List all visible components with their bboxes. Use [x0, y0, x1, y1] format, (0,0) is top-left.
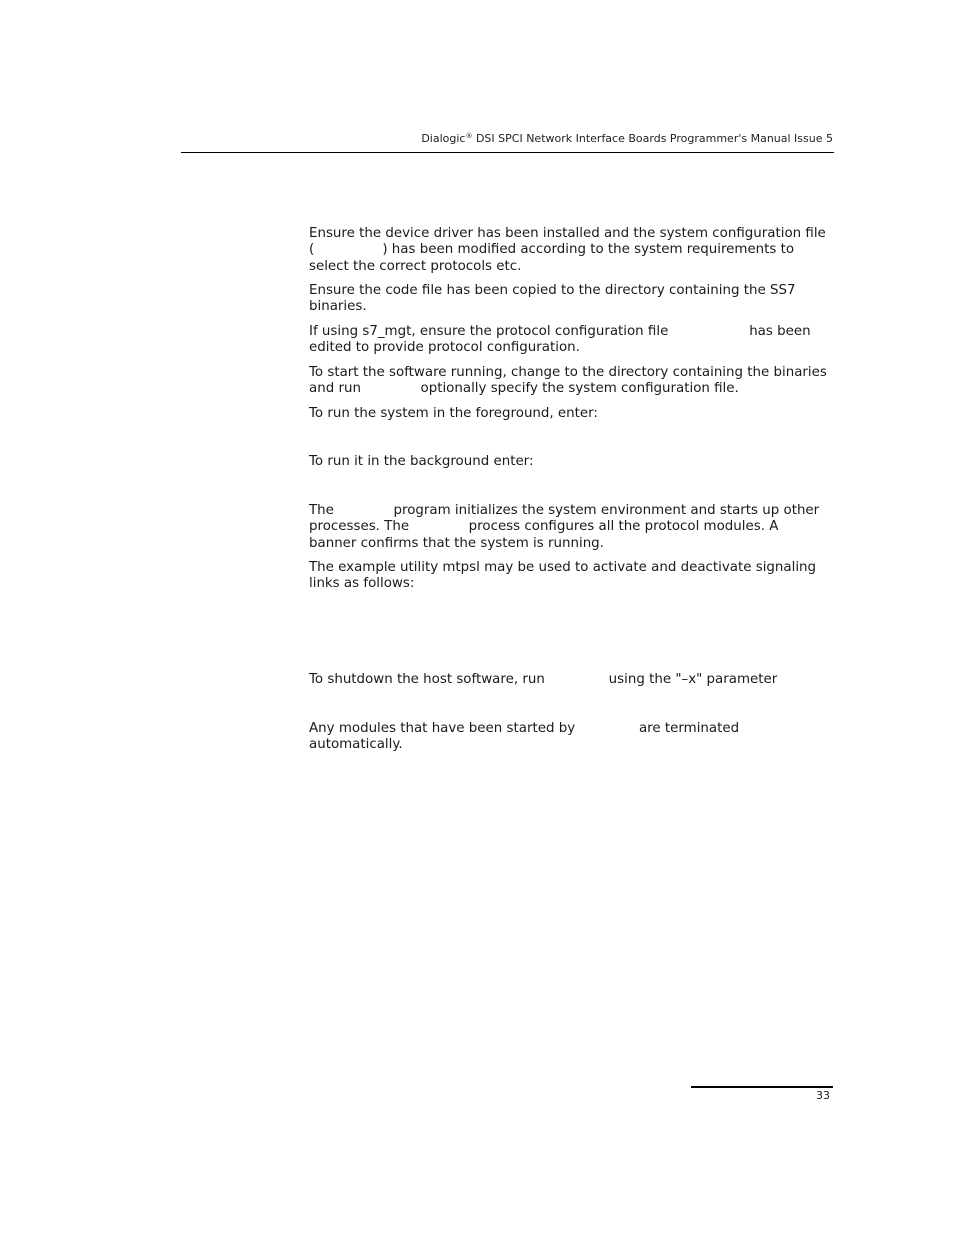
paragraph-code-file: Ensure the code file has been copied to the directory containing the SS7 binaries.	[309, 283, 796, 315]
paragraph-background: To run it in the background enter:	[309, 454, 534, 469]
header-brand: Dialogic	[421, 132, 466, 145]
page-number: 33	[816, 1089, 830, 1102]
header-title: DSI SPCI Network Interface Boards Programmer's Manual Issue 5	[472, 132, 833, 145]
paragraph-driver-install: Ensure the device driver has been installed and the system configuration file ( ) has been modified according to the system requirements to select the correct protocols etc.	[309, 226, 826, 274]
paragraph-modules-terminated: Any modules that have been started by are terminated automatically.	[309, 721, 740, 753]
paragraph-protocol-config: If using s7_mgt, ensure the protocol configuration file has been edited to provide protocol configuration.	[309, 324, 811, 356]
header-divider	[181, 152, 834, 153]
paragraph-program-init: The program initializes the system environment and starts up other processes. The process configures all the protocol modules. A banner confirms that the system is running.	[309, 503, 820, 551]
paragraph-shutdown: To shutdown the host software, run using the "–x" parameter	[309, 672, 778, 687]
registered-mark: ®	[465, 132, 473, 140]
running-header	[181, 131, 833, 147]
paragraph-start-software: To start the software running, change to the directory containing the binaries and run optionally specify the system configuration file.	[309, 365, 827, 397]
footer-divider	[691, 1086, 833, 1088]
paragraph-foreground: To run the system in the foreground, enter:	[309, 406, 598, 421]
paragraph-mtpsl: The example utility mtpsl may be used to activate and deactivate signaling links as follows:	[309, 560, 817, 592]
